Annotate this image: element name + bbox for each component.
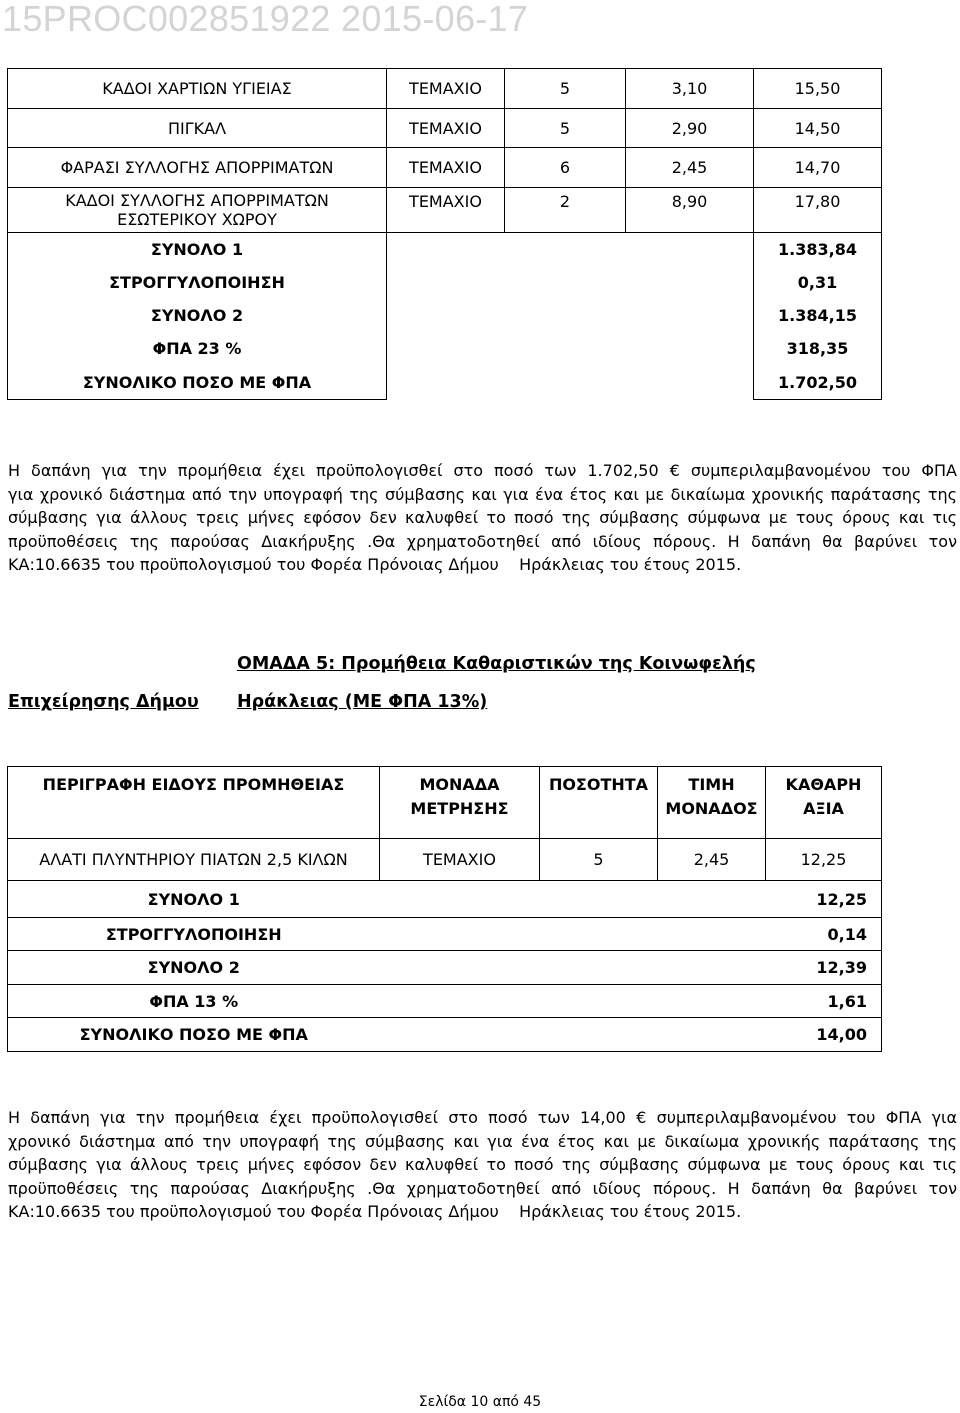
- header-price-line2: ΜΟΝΑΔΟΣ: [665, 799, 758, 818]
- paragraph-line: σύμβασης για άλλους τρεις μήνες εφόσον δεν καλυφθεί το ποσό της σύμβασης σύμφωνα με τους όρους και τις: [8, 1155, 957, 1175]
- item-price: 2,90: [626, 109, 754, 148]
- summary-label: ΣΥΝΟΛΟ 2: [8, 299, 387, 332]
- paragraph-line: Η δαπάνη για την προμήθεια έχει προϋπολογισθεί στο ποσό των 1.702,50 € συμπεριλαμβανομένου του ΦΠΑ: [8, 461, 957, 480]
- items-table-1: [7, 68, 882, 400]
- summary-row: [8, 951, 882, 985]
- item-qty: 5: [505, 109, 626, 148]
- paragraph-line: προϋποθέσεις της παρούσας Διακήρυξης .Θα χρηματοδοτηθεί από ιδίους πόρους. Η δαπάνη θα βαρύνει τον: [8, 1178, 957, 1198]
- table-row: [8, 188, 882, 233]
- summary-label: ΣΥΝΟΛΟ 1: [8, 233, 387, 266]
- item-unit: ΤΕΜΑΧΙΟ: [387, 69, 505, 109]
- item-price: 2,45: [658, 839, 766, 881]
- summary-label: ΣΥΝΟΛΙΚΟ ΠΟΣΟ ΜΕ ΦΠΑ: [8, 1018, 380, 1052]
- item-total: 12,25: [766, 839, 882, 881]
- item-unit: ΤΕΜΑΧΙΟ: [387, 109, 505, 148]
- budget-paragraph-1: [8, 459, 957, 577]
- summary-value: 0,31: [754, 266, 882, 299]
- item-unit: ΤΕΜΑΧΙΟ: [387, 148, 505, 188]
- summary-row: [8, 985, 882, 1018]
- summary-value: 12,25: [766, 881, 882, 918]
- summary-row: [8, 881, 882, 918]
- summary-value: 1,61: [766, 985, 882, 1018]
- summary-value: 0,14: [766, 918, 882, 951]
- item-unit: ΤΕΜΑΧΙΟ: [387, 188, 505, 233]
- table-row: [8, 109, 882, 148]
- summary-row: [8, 918, 882, 951]
- group-title-line1: ΟΜΑΔΑ 5: Προμήθεια Καθαριστικών της Κοινωφελής: [237, 654, 756, 674]
- item-name: [8, 188, 387, 233]
- document-watermark: 15PROC002851922 2015-06-17: [2, 0, 529, 39]
- header-quantity: ΠΟΣΟΤΗΤΑ: [540, 767, 658, 839]
- summary-row: [8, 299, 882, 332]
- summary-value: 12,39: [766, 951, 882, 985]
- header-total-line2: ΑΞΙΑ: [803, 799, 844, 818]
- item-name: ΠΙΓΚΑΛ: [8, 109, 387, 148]
- paragraph-line: σύμβασης για άλλους τρεις μήνες εφόσον δεν καλυφθεί το ποσό της σύμβασης σύμφωνα με τους όρους και τις: [8, 508, 957, 528]
- summary-label: ΣΥΝΟΛΟ 2: [8, 951, 380, 985]
- summary-label: ΣΤΡΟΓΓΥΛΟΠΟΙΗΣΗ: [8, 918, 380, 951]
- paragraph-line: προϋποθέσεις της παρούσας Διακήρυξης .Θα χρηματοδοτηθεί από ιδίους πόρους. Η δαπάνη θα βαρύνει τον: [8, 531, 957, 551]
- summary-value: 1.384,15: [754, 299, 882, 332]
- item-total: 14,50: [754, 109, 882, 148]
- summary-value: 1.383,84: [754, 233, 882, 266]
- summary-label: ΣΥΝΟΛΟ 1: [8, 881, 380, 918]
- header-unit: [380, 767, 540, 839]
- group-title-line2b: Ηράκλειας (ΜΕ ΦΠΑ 13%): [237, 692, 488, 712]
- item-qty: 5: [505, 69, 626, 109]
- table-header-row: [8, 767, 882, 839]
- item-qty: 2: [505, 188, 626, 233]
- header-total-line1: ΚΑΘΑΡΗ: [785, 775, 862, 794]
- item-name-line2: ΕΣΩΤΕΡΙΚΟΥ ΧΩΡΟΥ: [117, 210, 277, 229]
- item-total: 17,80: [754, 188, 882, 233]
- paragraph-line: ΚΑ:10.6635 του προϋπολογισμού του Φορέα Πρόνοιας Δήμου Ηράκλειας του έτους 2015.: [8, 1202, 742, 1222]
- table-row: [8, 69, 882, 109]
- summary-label: ΦΠΑ 13 %: [8, 985, 380, 1018]
- header-price: [658, 767, 766, 839]
- table-row: [8, 839, 882, 881]
- items-table-2: [7, 766, 882, 1052]
- paragraph-line: χρονικό διάστημα από την υπογραφή της σύμβασης και για ένα έτος και με δικαίωμα χρονικής παράτασης της: [8, 1131, 957, 1151]
- item-total: 14,70: [754, 148, 882, 188]
- summary-row: [8, 366, 882, 400]
- summary-value: 1.702,50: [754, 366, 882, 400]
- summary-label: ΦΠΑ 23 %: [8, 332, 387, 366]
- item-qty: 5: [540, 839, 658, 881]
- budget-paragraph-2: [8, 1106, 957, 1224]
- summary-label: ΣΤΡΟΓΓΥΛΟΠΟΙΗΣΗ: [8, 266, 387, 299]
- summary-row: [8, 332, 882, 366]
- summary-row: [8, 233, 882, 266]
- header-price-line1: ΤΙΜΗ: [688, 775, 735, 794]
- item-qty: 6: [505, 148, 626, 188]
- item-name-line1: ΚΑΔΟΙ ΣΥΛΛΟΓΗΣ ΑΠΟΡΡΙΜΑΤΩΝ: [65, 191, 329, 210]
- item-total: 15,50: [754, 69, 882, 109]
- table-row: [8, 148, 882, 188]
- item-unit: ΤΕΜΑΧΙΟ: [380, 839, 540, 881]
- summary-row: [8, 1018, 882, 1052]
- paragraph-line: Η δαπάνη για την προμήθεια έχει προϋπολογισθεί στο ποσό των 14,00 € συμπεριλαμβανομένου του ΦΠΑ για: [8, 1108, 957, 1127]
- item-name: ΚΑΔΟΙ ΧΑΡΤΙΩΝ ΥΓΙΕΙΑΣ: [8, 69, 387, 109]
- header-total: [766, 767, 882, 839]
- item-price: 3,10: [626, 69, 754, 109]
- paragraph-line: ΚΑ:10.6635 του προϋπολογισμού του Φορέα Πρόνοιας Δήμου Ηράκλειας του έτους 2015.: [8, 555, 742, 575]
- summary-label: ΣΥΝΟΛΙΚΟ ΠΟΣΟ ΜΕ ΦΠΑ: [8, 366, 387, 400]
- paragraph-line: για χρονικό διάστημα από την υπογραφή της σύμβασης και για ένα έτος και με δικαίωμα χρονικής παράτασης της: [8, 484, 957, 504]
- summary-value: 318,35: [754, 332, 882, 366]
- group-title-line2a: Επιχείρησης Δήμου: [8, 692, 199, 712]
- item-price: 2,45: [626, 148, 754, 188]
- item-price: 8,90: [626, 188, 754, 233]
- header-unit-line2: ΜΕΤΡΗΣΗΣ: [410, 799, 509, 818]
- summary-row: [8, 266, 882, 299]
- page-number: Σελίδα 10 από 45: [418, 1394, 542, 1410]
- summary-value: 14,00: [766, 1018, 882, 1052]
- item-name: ΦΑΡΑΣΙ ΣΥΛΛΟΓΗΣ ΑΠΟΡΡΙΜΑΤΩΝ: [8, 148, 387, 188]
- header-unit-line1: ΜΟΝΑΔΑ: [419, 775, 500, 794]
- item-name: ΑΛΑΤΙ ΠΛΥΝΤΗΡΙΟΥ ΠΙΑΤΩΝ 2,5 ΚΙΛΩΝ: [8, 839, 380, 881]
- header-description: ΠΕΡΙΓΡΑΦΗ ΕΙΔΟΥΣ ΠΡΟΜΗΘΕΙΑΣ: [8, 767, 380, 839]
